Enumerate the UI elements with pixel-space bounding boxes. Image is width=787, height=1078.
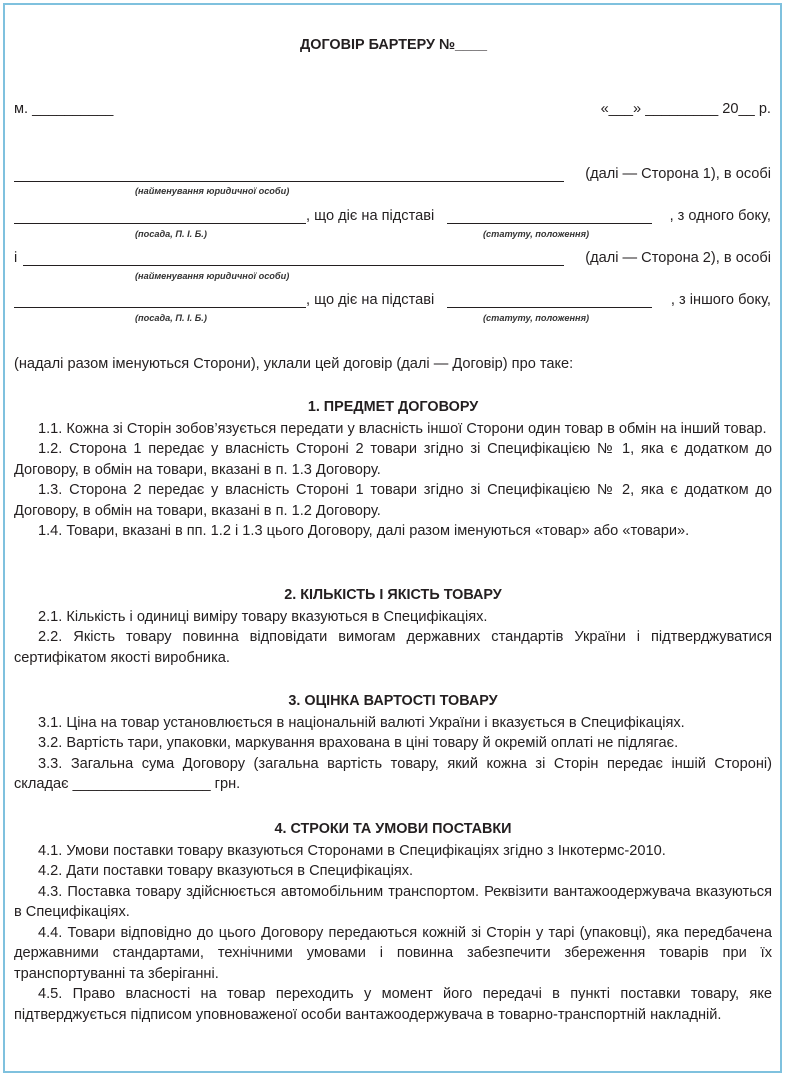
clause-2-1: 2.1. Кількість і одиниці виміру товару вказуються в Специфікаціях. [38, 608, 488, 625]
party1-basis-caption: (статуту, положення) [483, 229, 590, 239]
clause-4-3: 4.3. Поставка товару здійснюється автомобільним транспортом. Реквізити вантажоодержувача вказуються в Специфікаціях. [14, 883, 772, 920]
date-field: «___» _________ 20__ р. [600, 101, 771, 117]
party1-name-caption: (найменування юридичної особи) [135, 186, 290, 196]
party2-side-text: , з іншого боку, [670, 292, 771, 308]
section-valuation [14, 691, 772, 795]
party1-suffix: (далі — Сторона 1), в особі [585, 166, 771, 182]
party1-basis-text: , що діє на підставі [306, 208, 435, 224]
party2-suffix: (далі — Сторона 2), в особі [585, 250, 771, 266]
clause-4-2: 4.2. Дати поставки товару вказуються в Специфікаціях. [38, 863, 414, 879]
clause-3-3: 3.3. Загальна сума Договору (загальна вартість товару, який кожна зі Сторін передає іншій Стороні) складає _________________ грн. [14, 755, 772, 792]
party1-position-caption: (посада, П. І. Б.) [135, 229, 207, 239]
clause-3-1: 3.1. Ціна на товар установлюється в національній валюті України і вказується в Специфікаціях. [38, 714, 685, 731]
intro-text: (надалі разом іменуються Сторони), уклали цей договір (далі — Договір) про таке: [14, 356, 574, 372]
document-title: ДОГОВІР БАРТЕРУ №____ [300, 37, 487, 53]
party2-basis-line [447, 307, 652, 308]
party2-name-line [23, 265, 564, 266]
city-field: м. __________ [14, 101, 114, 117]
party2-name-caption: (найменування юридичної особи) [135, 271, 290, 281]
section-title: 1. ПРЕДМЕТ ДОГОВОРУ [307, 399, 479, 415]
clause-3-2: 3.2. Вартість тари, упаковки, маркування врахована в ціні товару й окремій оплаті не підлягає. [38, 735, 679, 751]
party2-basis-text: , що діє на підставі [306, 292, 435, 308]
clause-1-4: 1.4. Товари, вказані в пп. 1.2 і 1.3 цього Договору, далі разом іменуються «товар» або «товари». [38, 523, 690, 539]
clause-1-2: 1.2. Сторона 1 передає у власність Стороні 2 товари згідно зі Специфікацією № 1, яка є додатком до Договору, в обмін на товари, вказані в п. 1.3 Договору. [14, 441, 772, 478]
party2-basis-caption: (статуту, положення) [483, 313, 590, 323]
section-quantity-quality [14, 585, 772, 668]
section-subject [14, 397, 772, 542]
clause-1-3: 1.3. Сторона 2 передає у власність Стороні 1 товари згідно зі Специфікацією № 2, яка є додатком до Договору, в обмін на товари, вказані в п. 1.2 Договору. [14, 482, 772, 519]
party2-position-line [14, 307, 306, 308]
section-title: 3. ОЦІНКА ВАРТОСТІ ТОВАРУ [288, 693, 498, 709]
clause-4-5: 4.5. Право власності на товар переходить у момент його передачі в пункті поставки товару, яке підтверджується підписом уповноваженої особи вантажоодержувача в товарно-транспортній накладній. [14, 986, 772, 1023]
party2-prefix: і [14, 250, 18, 266]
section-title: 4. СТРОКИ ТА УМОВИ ПОСТАВКИ [274, 821, 512, 837]
clause-4-1: 4.1. Умови поставки товару вказуються Сторонами в Специфікаціях згідно з Інкотермс-2010. [38, 842, 666, 859]
section-title: 2. КІЛЬКІСТЬ І ЯКІСТЬ ТОВАРУ [284, 587, 502, 603]
party1-basis-line [447, 223, 652, 224]
clause-1-1: 1.1. Кожна зі Сторін зобов’язується передати у власність іншої Сторони один товар в обмін на інший товар. [38, 420, 767, 437]
section-delivery-terms [14, 819, 772, 1025]
party2-position-caption: (посада, П. І. Б.) [135, 313, 207, 323]
clause-4-4: 4.4. Товари відповідно до цього Договору передаються кожній зі Сторін у тарі (упаковці), яка передбачена державними стандартами, технічними умовами і повинна забезпечити збереження товарів при їх транспортуванні та зберіганні. [14, 924, 772, 982]
party1-name-line [14, 181, 564, 182]
clause-2-2: 2.2. Якість товару повинна відповідати вимогам державних стандартів України і підтверджуватися сертифікатом якості виробника. [14, 629, 772, 666]
party1-position-line [14, 223, 306, 224]
party1-side-text: , з одного боку, [669, 208, 771, 224]
